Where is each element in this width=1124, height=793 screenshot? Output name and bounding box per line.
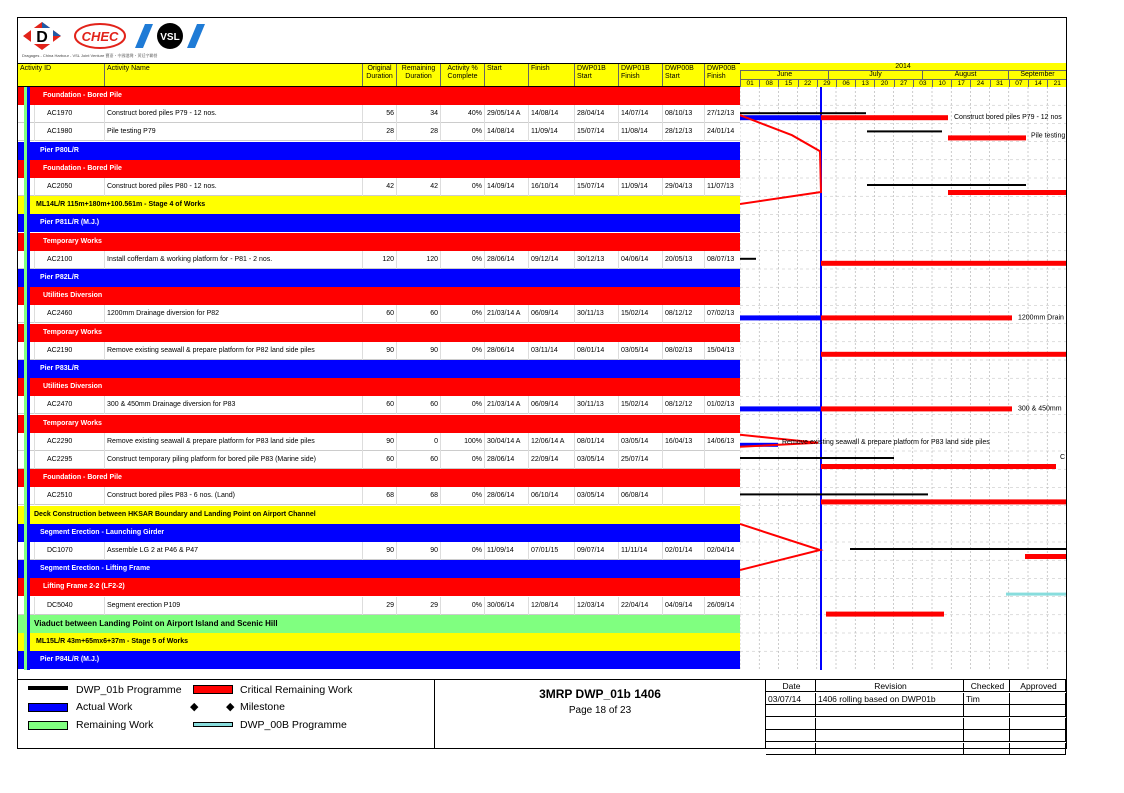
cell-name: Construct bored piles P83 - 6 nos. (Land) — [104, 487, 362, 505]
wbs-band[interactable] — [18, 560, 740, 578]
table-row[interactable] — [18, 542, 740, 560]
cell-rd: 60 — [396, 305, 440, 323]
cell-start: 29/05/14 A — [484, 105, 528, 123]
table-row[interactable] — [18, 433, 740, 451]
bar-label: C — [1060, 454, 1066, 461]
dwp00b-bar — [1006, 593, 1066, 596]
wbs-band[interactable] — [18, 87, 740, 105]
revision-header: Checked — [964, 680, 1010, 692]
document-title: 3MRP DWP_01b 1406 — [539, 687, 661, 701]
cell-id: AC2190 — [34, 342, 104, 360]
title-block — [435, 679, 765, 748]
wbs-label: Pier P83L/R — [40, 365, 79, 372]
wbs-band[interactable] — [18, 233, 740, 251]
cell-start: 21/03/14 A — [484, 305, 528, 323]
cell-ps — [662, 451, 704, 469]
milestone-right-icon: ◆ — [226, 701, 235, 713]
dwp01b-bar — [740, 112, 866, 114]
legend — [18, 679, 435, 748]
cell-od: 90 — [362, 542, 396, 560]
cell-id: AC2460 — [34, 305, 104, 323]
cell-df: 15/02/14 — [618, 305, 662, 323]
bar-label: Construct bored piles P79 - 12 nos — [954, 114, 1062, 122]
timeline-month: August — [922, 71, 1008, 79]
wbs-band[interactable] — [18, 378, 740, 396]
bar-label: 300 & 450mm — [1018, 405, 1062, 413]
timeline-day: 17 — [951, 79, 970, 87]
timeline-month: July — [828, 71, 922, 79]
cell-rd: 34 — [396, 105, 440, 123]
cell-od: 90 — [362, 342, 396, 360]
gantt-chart — [740, 87, 1066, 670]
timeline-day: 14 — [1028, 79, 1047, 87]
cell-pct: 0% — [440, 597, 484, 615]
legend-cyan-swatch — [193, 722, 233, 727]
table-row[interactable] — [18, 105, 740, 123]
revision-cell — [816, 730, 964, 742]
critical-bar — [821, 352, 1066, 357]
wbs-band[interactable] — [18, 360, 740, 378]
legend-cyan-label: DWP_00B Programme — [240, 719, 347, 731]
bar-label: Remove existing seawall & prepare platform for P83 land side piles — [782, 438, 990, 446]
cell-rd: 120 — [396, 251, 440, 269]
timeline-day: 08 — [759, 79, 778, 87]
dwp01b-bar — [740, 258, 756, 260]
cell-finish: 14/08/14 — [528, 105, 574, 123]
revision-cell — [964, 705, 1010, 717]
cell-pct: 100% — [440, 433, 484, 451]
cell-pct: 0% — [440, 451, 484, 469]
cell-od: 42 — [362, 178, 396, 196]
revision-cell — [816, 718, 964, 730]
cell-ds: 28/04/14 — [574, 105, 618, 123]
dragages-logo-icon — [23, 22, 61, 50]
legend-black-label: DWP_01b Programme — [76, 684, 182, 696]
cell-df: 25/07/14 — [618, 451, 662, 469]
cell-start: 14/09/14 — [484, 178, 528, 196]
cell-pf: 07/02/13 — [704, 305, 740, 323]
wbs-label: ML14L/R 115m+180m+100.561m - Stage 4 of Works — [36, 201, 206, 209]
wbs-label: Temporary Works — [43, 328, 102, 336]
cell-ps: 16/04/13 — [662, 433, 704, 451]
col-start[interactable]: Start — [484, 64, 528, 86]
wbs-stripes — [18, 87, 30, 670]
timeline-day: 27 — [894, 79, 913, 87]
actual-work-bar — [740, 315, 821, 320]
revision-cell — [1010, 693, 1066, 705]
cell-id: AC2100 — [34, 251, 104, 269]
cell-name: 1200mm Drainage diversion for P82 — [104, 305, 362, 323]
wbs-label: Pier P81L/R (M.J.) — [40, 219, 100, 227]
cell-od: 60 — [362, 305, 396, 323]
cell-pct: 0% — [440, 123, 484, 141]
dwp01b-bar — [867, 184, 1026, 186]
cell-pf: 01/02/13 — [704, 396, 740, 414]
cell-ds: 03/05/14 — [574, 451, 618, 469]
cell-start: 30/04/14 A — [484, 433, 528, 451]
wbs-band[interactable] — [18, 651, 740, 669]
cell-pct: 0% — [440, 542, 484, 560]
table-row[interactable] — [18, 123, 740, 141]
cell-name: Install cofferdam & working platform for - P81 - 2 nos. — [104, 251, 362, 269]
svg-text:CHEC: CHEC — [81, 29, 119, 44]
cell-rd: 29 — [396, 597, 440, 615]
cell-pf: 02/04/14 — [704, 542, 740, 560]
col-activity-name[interactable]: Activity Name — [104, 64, 362, 86]
cell-id: DC5040 — [34, 597, 104, 615]
cell-id: AC1970 — [34, 105, 104, 123]
cell-ps: 08/02/13 — [662, 342, 704, 360]
cell-pct: 0% — [440, 396, 484, 414]
col-activity-id[interactable]: Activity ID — [20, 65, 52, 72]
wbs-label: ML15L/R 43m+65mx6+37m - Stage 5 of Works — [36, 638, 188, 645]
svg-text:VSL: VSL — [160, 32, 180, 43]
timeline-day: 20 — [874, 79, 893, 87]
cell-od: 120 — [362, 251, 396, 269]
cell-df: 22/04/14 — [618, 597, 662, 615]
critical-bar — [948, 190, 1066, 195]
cell-name: Segment erection P109 — [104, 597, 362, 615]
cell-finish: 06/10/14 — [528, 487, 574, 505]
revision-cell — [766, 730, 816, 742]
table-row[interactable] — [18, 305, 740, 323]
cell-ds: 09/07/14 — [574, 542, 618, 560]
cell-rd: 90 — [396, 542, 440, 560]
cell-ps: 04/09/14 — [662, 597, 704, 615]
cell-start: 28/06/14 — [484, 251, 528, 269]
table-row[interactable] — [18, 178, 740, 196]
legend-green-swatch — [28, 721, 68, 730]
revision-cell — [964, 730, 1010, 742]
cell-start: 14/08/14 — [484, 123, 528, 141]
cell-ps: 29/04/13 — [662, 178, 704, 196]
cell-finish: 07/01/15 — [528, 542, 574, 560]
cell-ds: 12/03/14 — [574, 597, 618, 615]
revision-cell — [816, 705, 964, 717]
wbs-label: Utilities Diversion — [43, 383, 103, 391]
cell-pf: 15/04/13 — [704, 342, 740, 360]
cell-ds: 15/07/14 — [574, 178, 618, 196]
wbs-band[interactable] — [18, 469, 740, 487]
cell-rd: 0 — [396, 433, 440, 451]
revision-cell — [1010, 730, 1066, 742]
cell-pf: 14/06/13 — [704, 433, 740, 451]
table-row[interactable] — [18, 396, 740, 414]
table-row[interactable] — [18, 342, 740, 360]
col-original-duration[interactable]: Original Duration — [362, 64, 396, 86]
wbs-label: Deck Construction between HKSAR Boundary and Landing Point on Airport Channel — [34, 510, 316, 518]
cell-ps: 28/12/13 — [662, 123, 704, 141]
wbs-label: Pier P80L/R — [40, 146, 79, 154]
revision-cell — [766, 705, 816, 717]
cell-od: 28 — [362, 123, 396, 141]
cell-od: 56 — [362, 105, 396, 123]
revision-cell — [816, 743, 964, 755]
cell-start: 11/09/14 — [484, 542, 528, 560]
cell-ps: 08/12/12 — [662, 305, 704, 323]
cell-name: 300 & 450mm Drainage diversion for P83 — [104, 396, 362, 414]
cell-df: 11/11/14 — [618, 542, 662, 560]
cell-rd: 28 — [396, 123, 440, 141]
legend-black-swatch — [28, 686, 68, 690]
cell-df: 11/09/14 — [618, 178, 662, 196]
cell-pf: 27/12/13 — [704, 105, 740, 123]
cell-ds: 30/11/13 — [574, 396, 618, 414]
cell-rd: 60 — [396, 396, 440, 414]
cell-df: 11/08/14 — [618, 123, 662, 141]
cell-finish: 09/12/14 — [528, 251, 574, 269]
cell-df: 03/05/14 — [618, 342, 662, 360]
cell-pct: 0% — [440, 342, 484, 360]
cell-id: AC2290 — [34, 433, 104, 451]
revision-table — [765, 679, 1066, 748]
col-dwp01b-finish[interactable]: DWP01B Finish — [618, 64, 662, 86]
critical-bar — [1025, 554, 1066, 559]
legend-milestone-label: Milestone — [240, 701, 285, 713]
cell-start: 28/06/14 — [484, 451, 528, 469]
vsl-logo-icon — [135, 22, 205, 50]
cell-ds: 30/12/13 — [574, 251, 618, 269]
table-row[interactable] — [18, 451, 740, 469]
cell-od: 68 — [362, 487, 396, 505]
cell-name: Assemble LG 2 at P46 & P47 — [104, 542, 362, 560]
revision-cell — [964, 718, 1010, 730]
cell-name: Construct temporary piling platform for bored pile P83 (Marine side) — [104, 451, 362, 469]
revision-cell — [964, 743, 1010, 755]
cell-name: Pile testing P79 — [104, 123, 362, 141]
cell-id: AC2510 — [34, 487, 104, 505]
cell-ps: 02/01/14 — [662, 542, 704, 560]
cell-df: 14/07/14 — [618, 105, 662, 123]
bar-label: 1200mm Drain — [1018, 314, 1064, 322]
cell-pf: 08/07/13 — [704, 251, 740, 269]
legend-red-swatch — [193, 685, 233, 694]
cell-od: 90 — [362, 433, 396, 451]
cell-pct: 0% — [440, 178, 484, 196]
col-dwp00b-finish[interactable]: DWP00B Finish — [704, 64, 740, 86]
cell-name: Remove existing seawall & prepare platform for P83 land side piles — [104, 433, 362, 451]
critical-bar — [826, 612, 944, 617]
table-row[interactable] — [18, 597, 740, 615]
wbs-band[interactable] — [18, 415, 740, 433]
wbs-label: Pier P82L/R — [40, 274, 79, 281]
cell-rd: 42 — [396, 178, 440, 196]
cell-df: 04/06/14 — [618, 251, 662, 269]
page-number: Page 18 of 23 — [568, 705, 632, 716]
cell-start: 21/03/14 A — [484, 396, 528, 414]
wbs-label: Utilities Diversion — [43, 292, 103, 300]
cell-ps — [662, 487, 704, 505]
cell-ps: 08/10/13 — [662, 105, 704, 123]
chec-logo-icon — [74, 23, 126, 49]
cell-id: DC1070 — [34, 542, 104, 560]
cell-id: AC2295 — [34, 451, 104, 469]
cell-pf — [704, 487, 740, 505]
wbs-band[interactable] — [18, 578, 740, 596]
cell-df: 15/02/14 — [618, 396, 662, 414]
revision-cell: 1406 rolling based on DWP01b — [816, 693, 964, 705]
timeline-day: 29 — [817, 79, 836, 87]
cell-name: Construct bored piles P80 - 12 nos. — [104, 178, 362, 196]
revision-cell — [766, 718, 816, 730]
col-finish[interactable]: Finish — [528, 64, 574, 86]
cell-df: 03/05/14 — [618, 433, 662, 451]
cell-pct: 0% — [440, 487, 484, 505]
cell-ds: 08/01/14 — [574, 433, 618, 451]
timeline-day: 21 — [1047, 79, 1066, 87]
wbs-band[interactable] — [18, 269, 740, 287]
cell-id: AC2050 — [34, 178, 104, 196]
cell-rd: 90 — [396, 342, 440, 360]
revision-cell: 03/07/14 — [766, 693, 816, 705]
timeline-day: 15 — [778, 79, 797, 87]
critical-bar — [821, 464, 1056, 469]
timeline-year: 2014 — [740, 63, 1066, 71]
col-remaining-duration[interactable]: Remaining Duration — [396, 64, 440, 86]
timeline-day: 01 — [740, 79, 759, 87]
cell-rd: 68 — [396, 487, 440, 505]
revision-cell — [766, 743, 816, 755]
logo-caption: Dragages - China Harbour - VSL Joint Venture 寶嘉・中國港灣・黃廷宇聯營 — [22, 53, 158, 58]
svg-text:D: D — [36, 29, 48, 46]
wbs-label: Viaduct between Landing Point on Airport Island and Scenic Hill — [34, 618, 278, 628]
cell-id: AC1980 — [34, 123, 104, 141]
col-dwp00b-start[interactable]: DWP00B Start — [662, 64, 704, 86]
table-row[interactable] — [18, 487, 740, 505]
cell-start: 28/06/14 — [484, 342, 528, 360]
cell-finish: 12/06/14 A — [528, 433, 574, 451]
cell-ds: 08/01/14 — [574, 342, 618, 360]
revision-cell — [1010, 743, 1066, 755]
wbs-band[interactable] — [18, 324, 740, 342]
wbs-band[interactable] — [18, 287, 740, 305]
wbs-label: Lifting Frame 2-2 (LF2-2) — [43, 583, 125, 591]
critical-bar — [821, 499, 1066, 504]
critical-bar — [821, 315, 1012, 320]
cell-pct: 40% — [440, 105, 484, 123]
cell-finish: 22/09/14 — [528, 451, 574, 469]
wbs-label: Segment Erection - Lifting Frame — [40, 565, 151, 573]
wbs-label: Temporary Works — [43, 237, 102, 245]
timeline-day: 06 — [836, 79, 855, 87]
wbs-band[interactable] — [18, 160, 740, 178]
timeline-day: 31 — [990, 79, 1009, 87]
cell-df: 06/08/14 — [618, 487, 662, 505]
critical-bar — [821, 115, 948, 120]
wbs-label: Foundation - Bored Pile — [43, 92, 122, 99]
cell-ps: 20/05/13 — [662, 251, 704, 269]
cell-rd: 60 — [396, 451, 440, 469]
legend-blue-label: Actual Work — [76, 701, 133, 713]
timeline-month: September — [1008, 71, 1066, 79]
cell-pf — [704, 451, 740, 469]
revision-header: Approved — [1010, 680, 1066, 692]
cell-pct: 0% — [440, 305, 484, 323]
cell-finish: 16/10/14 — [528, 178, 574, 196]
col-dwp01b-start[interactable]: DWP01B Start — [574, 64, 618, 86]
wbs-band[interactable] — [18, 196, 740, 214]
bar-label: Pile testing — [1031, 132, 1066, 140]
cell-name: Construct bored piles P79 - 12 nos. — [104, 105, 362, 123]
wbs-band[interactable] — [18, 633, 740, 651]
revision-header: Date — [766, 680, 816, 692]
wbs-label: Temporary Works — [43, 419, 102, 427]
timeline-day: 24 — [970, 79, 989, 87]
wbs-band[interactable] — [18, 214, 740, 232]
activity-table — [18, 87, 740, 670]
timeline-day: 07 — [1009, 79, 1028, 87]
milestone-left-icon: ◆ — [190, 701, 199, 713]
cell-finish: 06/09/14 — [528, 396, 574, 414]
legend-blue-swatch — [28, 703, 68, 712]
wbs-band[interactable] — [18, 615, 740, 633]
cell-start: 28/06/14 — [484, 487, 528, 505]
cell-ds: 30/11/13 — [574, 305, 618, 323]
dwp01b-bar — [740, 457, 894, 459]
cell-finish: 11/09/14 — [528, 123, 574, 141]
cell-finish: 03/11/14 — [528, 342, 574, 360]
wbs-label: Pier P84L/R (M.J.) — [40, 656, 100, 664]
critical-bar — [821, 406, 1012, 411]
revision-cell: Tim — [964, 693, 1010, 705]
cell-finish: 06/09/14 — [528, 305, 574, 323]
cell-pf: 24/01/14 — [704, 123, 740, 141]
wbs-label: Segment Erection - Launching Girder — [40, 528, 165, 536]
cell-pct: 0% — [440, 251, 484, 269]
critical-bar — [948, 135, 1026, 140]
timeline-month: June — [740, 71, 828, 79]
timeline-day: 22 — [798, 79, 817, 87]
cell-od: 60 — [362, 396, 396, 414]
cell-pf: 26/09/14 — [704, 597, 740, 615]
cell-od: 29 — [362, 597, 396, 615]
logo-bar — [20, 20, 210, 62]
cell-ds: 03/05/14 — [574, 487, 618, 505]
wbs-band[interactable] — [18, 524, 740, 542]
wbs-label: Foundation - Bored Pile — [43, 474, 122, 482]
cell-od: 60 — [362, 451, 396, 469]
col-activity-pct[interactable]: Activity % Complete — [440, 64, 484, 86]
revision-cell — [1010, 705, 1066, 717]
wbs-label: Foundation - Bored Pile — [43, 164, 122, 172]
cell-pf: 11/07/13 — [704, 178, 740, 196]
revision-cell — [1010, 718, 1066, 730]
revision-header: Revision — [816, 680, 964, 692]
cell-start: 30/06/14 — [484, 597, 528, 615]
timeline-day: 03 — [913, 79, 932, 87]
cell-ds: 15/07/14 — [574, 123, 618, 141]
wbs-band[interactable] — [18, 142, 740, 160]
cell-name: Remove existing seawall & prepare platform for P82 land side piles — [104, 342, 362, 360]
dwp01b-bar — [740, 493, 928, 495]
timeline-day: 13 — [855, 79, 874, 87]
critical-bar — [821, 261, 1066, 266]
timeline-header — [740, 63, 1066, 87]
timeline-day: 10 — [932, 79, 951, 87]
legend-red-label: Critical Remaining Work — [240, 684, 353, 696]
cell-id: AC2470 — [34, 396, 104, 414]
dwp01b-bar — [867, 130, 942, 132]
dwp01b-bar — [850, 548, 1066, 550]
legend-green-label: Remaining Work — [76, 719, 154, 731]
cell-finish: 12/08/14 — [528, 597, 574, 615]
table-row[interactable] — [18, 251, 740, 269]
actual-work-bar — [740, 406, 821, 411]
wbs-band[interactable] — [18, 506, 740, 524]
cell-ps: 08/12/12 — [662, 396, 704, 414]
